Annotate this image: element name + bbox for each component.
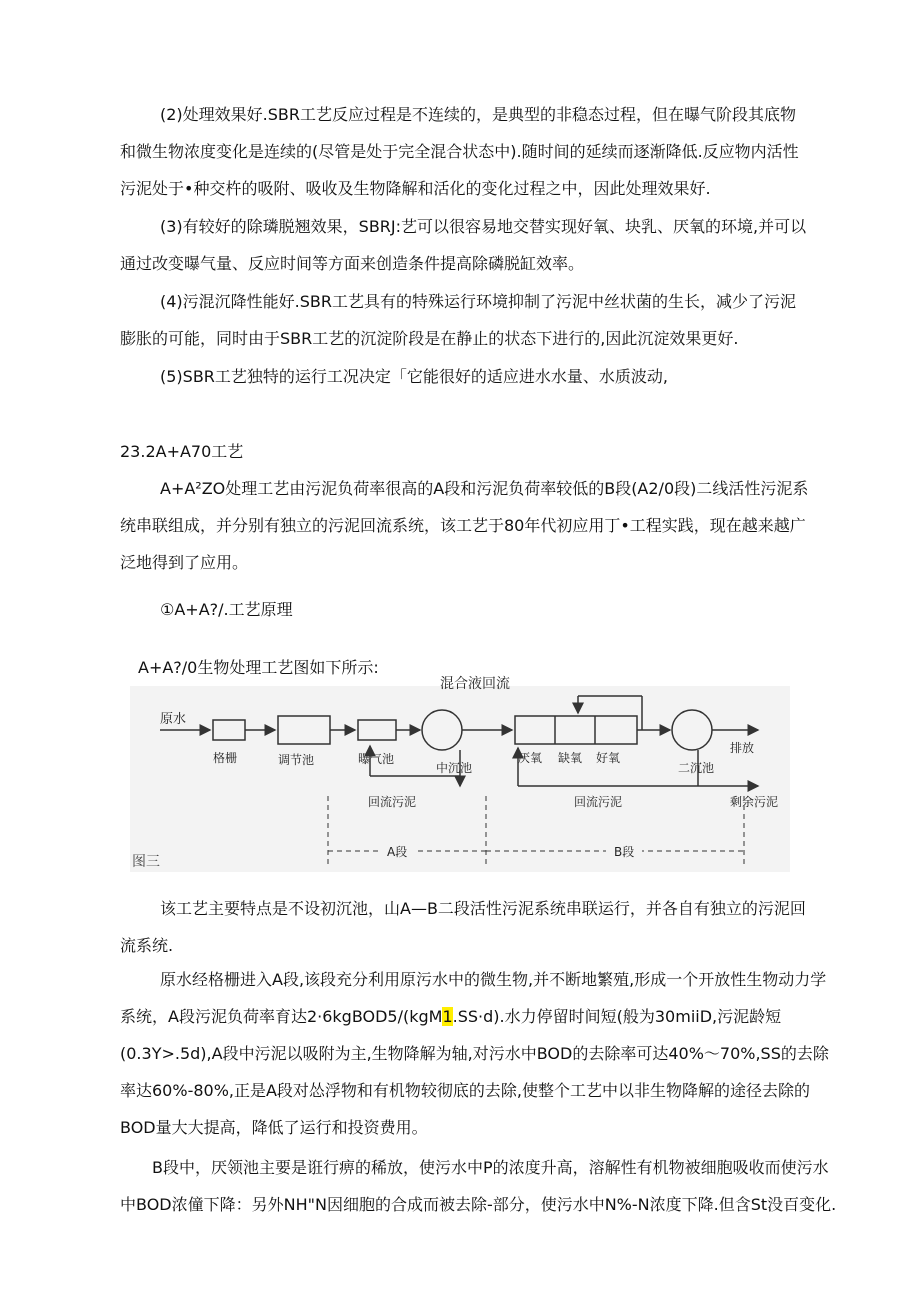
paragraph-aa2o-intro: A+A²ZO处理工艺由污泥负荷率很高的A段和污泥负荷率较低的B段(A2/0段)二线活性污泥系统串联组成，并分别有独立的污泥回流系统，该工艺于80年代初应用丁•工程实践，现在越来越广泛地得到了应用。 <box>120 479 809 572</box>
a-stage-line-2: 系统，A段污泥负荷率育达2·6kgBOD5∕(kgM1.SS·d).水力停留时间短(般为30miiD,污泥龄短 <box>120 1007 782 1026</box>
label-stage-b: B段 <box>614 845 635 859</box>
a-stage-line-1: 原水经格栅进入A段,该段充分利用原污水中的微生物,并不断地繁殖,形成一个开放性生物动力学 <box>160 970 827 989</box>
label-stage-a: A段 <box>387 845 408 859</box>
label-return-sludge-b: 回流污泥 <box>574 795 623 809</box>
b-stage-line-2: 中BOD浓僮下降：另外NH"N因细胞的合成而被去除-部分，使污水中N%-N浓度下降.但含St没百变化. <box>120 1195 837 1214</box>
b-stage-line-1: B段中，厌领池主要是诳行痹的稀放，使污水中P的浓度升高，溶解性有机物被细胞吸收而使污水 <box>152 1158 829 1177</box>
label-aeration-tank: 曝气池 <box>358 752 395 766</box>
label-mid-clarifier: 中沉池 <box>436 761 473 775</box>
label-grille: 格栅 <box>213 751 238 765</box>
subsection-heading: ①A+A?/.工艺原理 <box>160 600 293 619</box>
highlighted-text: 1 <box>442 1007 453 1026</box>
a-stage-line-5: BOD量大大提高，降低了运行和投资费用。 <box>120 1118 428 1137</box>
paragraph-sbr-effect: (2)处理效果好.SBR工艺反应过程是不连续的，是典型的非稳态过程，但在曝气阶段其底物和微生物浓度变化是连续的(尽管是处于完全混合状态中).随时间的延续而逐渐降低.反应物内活性污泥处于•种交杵的吸附、吸收及生物降解和活化的变化过程之中，因此处理效果好. <box>120 105 799 198</box>
section-heading: 23.2A+A70工艺 <box>120 442 244 461</box>
label-raw-water: 原水 <box>160 712 187 727</box>
label-regulating-tank: 调节池 <box>278 753 315 767</box>
label-aerobic: 好氧 <box>596 751 621 765</box>
paragraph-sbr-nutrient-removal: (3)有较好的除璘脱翘效果，SBRJ:艺可以很容易地交替实现好氧、块乳、厌氧的环境,并可以通过改变曝气量、反应时间等方面来创造条件提高除磷脱缸效率。 <box>120 217 807 273</box>
label-discharge: 排放 <box>730 741 755 755</box>
label-anoxic: 缺氧 <box>558 751 583 765</box>
process-flow-figure <box>130 668 790 873</box>
paragraph-ab-features: 该工艺主要特点是不设初沉池，山A—B二段活性污泥系统串联运行，并各自有独立的污泥回流系统. <box>120 899 806 955</box>
label-excess-sludge: 剩余污泥 <box>730 795 779 809</box>
paragraph-sbr-load-adaptation: (5)SBR工艺独特的运行工况决定「它能很好的适应进水水量、水质波动, <box>160 367 669 386</box>
figure-intro: A+A?/0生物处理工艺图如下所示: <box>138 658 379 677</box>
label-anaerobic: 厌氧 <box>518 751 543 765</box>
a-stage-line-3: (0.3Y>.5d),A段中污泥以吸附为主,生物降解为轴,对污水中BOD的去除率可达40%～70%,SS的去除 <box>120 1044 829 1063</box>
label-return-sludge-a: 回流污泥 <box>368 795 417 809</box>
label-secondary-clarifier: 二沉池 <box>678 761 715 775</box>
figure-caption: 图三 <box>132 854 160 870</box>
a-stage-line-4: 率达60%-80%,正是A段对怂浮物和有机物较彻底的去除,使整个工艺中以非生物降解的途径去除的 <box>120 1081 811 1100</box>
paragraph-sbr-settling: (4)污混沉降性能好.SBR工艺具有的特殊运行环境抑制了污泥中丝状菌的生长，减少了污泥膨胀的可能，同时由于SBR工艺的沉淀阶段是在静止的状态下进行的,因此沉淀效果更好. <box>120 292 797 348</box>
label-mixed-liquor-return: 混合液回流 <box>440 676 510 692</box>
